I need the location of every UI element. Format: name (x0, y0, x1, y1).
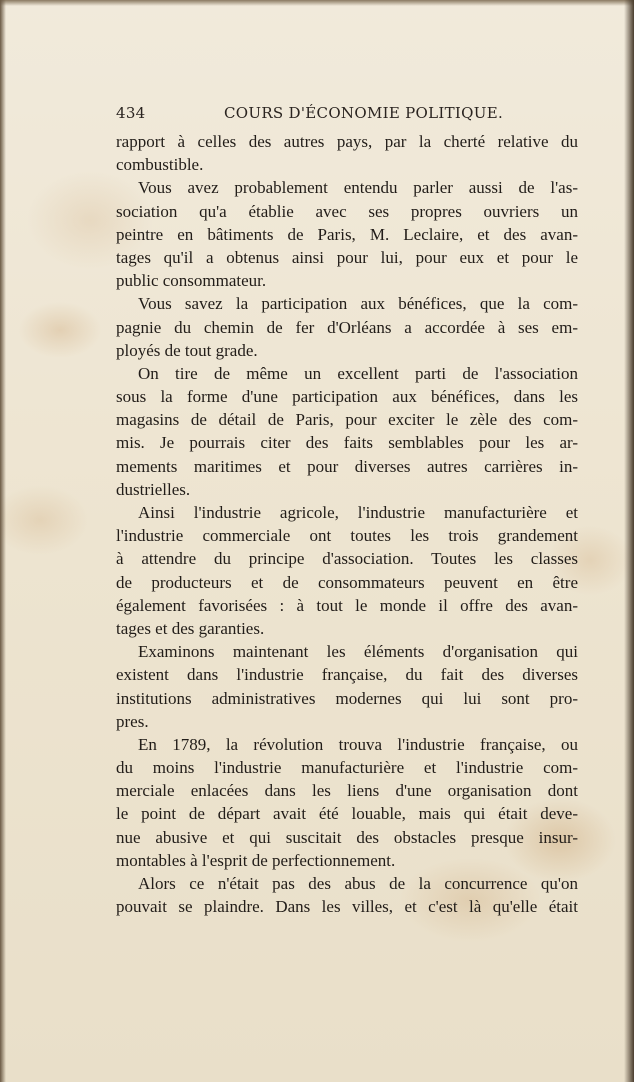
text-line: merciale enlacées dans les liens d'une organisation dont (116, 781, 578, 801)
running-head (116, 104, 580, 126)
text-line: à attendre du principe d'association. Toutes les classes (116, 549, 578, 569)
text-line: magasins de détail de Paris, pour exciter le zèle des com- (116, 410, 578, 430)
text-line: montables à l'esprit de perfectionnement. (116, 850, 396, 870)
text-line: public consommateur. (116, 271, 267, 291)
text-line: pouvait se plaindre. Dans les villes, et c'est là qu'elle était (116, 897, 578, 917)
text-line: du moins l'industrie manufacturière et l'industrie com- (116, 758, 578, 778)
text-line: nue abusive et qui suscitait des obstacles presque insur- (116, 827, 578, 847)
text-line: mements maritimes et pour diverses autres carrières in- (116, 456, 578, 476)
text-line: pres. (116, 711, 149, 731)
text-line: également favorisées : à tout le monde il offre des avan- (116, 595, 578, 615)
page-edge-right (624, 0, 634, 1082)
text-line: pagnie du chemin de fer d'Orléans a accordée à ses em- (116, 317, 578, 337)
text-line: Examinons maintenant les éléments d'organisation qui (138, 642, 578, 662)
text-line: On tire de même un excellent parti de l'association (138, 363, 578, 383)
text-line: tages qu'il a obtenus ainsi pour lui, pour eux et pour le (116, 247, 578, 267)
text-line: ployés de tout grade. (116, 340, 258, 360)
text-line: Vous savez la participation aux bénéfices, que la com- (138, 294, 578, 314)
text-line: mis. Je pourrais citer des faits semblables pour les ar- (116, 433, 578, 453)
text-line: l'industrie commerciale ont toutes les trois grandement (116, 526, 578, 546)
text-line: peintre en bâtiments de Paris, M. Leclaire, et des avan- (116, 224, 578, 244)
running-head-title: COURS D'ÉCONOMIE POLITIQUE. (224, 104, 504, 122)
text-line: En 1789, la révolution trouva l'industrie française, ou (138, 734, 578, 754)
page-edge-left (0, 0, 6, 1082)
text-line: Vous avez probablement entendu parler aussi de l'as- (138, 178, 578, 198)
body-text (116, 130, 578, 918)
text-line: institutions administratives modernes qui lui sont pro- (116, 688, 578, 708)
page-number: 434 (116, 104, 146, 122)
text-line: dustrielles. (116, 479, 191, 499)
text-line: Alors ce n'était pas des abus de la concurrence qu'on (138, 874, 578, 893)
text-line: sous la forme d'une participation aux bénéfices, dans les (116, 387, 578, 407)
text-line: le point de départ avait été louable, mais qui était deve- (116, 804, 578, 824)
text-line: tages et des garanties. (116, 618, 265, 638)
text-line: Ainsi l'industrie agricole, l'industrie manufacturière et (138, 503, 578, 522)
text-line: existent dans l'industrie française, du fait des diverses (116, 665, 578, 685)
text-line: de producteurs et de consommateurs peuvent en être (116, 572, 578, 592)
text-line: rapport à celles des autres pays, par la cherté relative du (116, 132, 578, 151)
page-edge-top (0, 0, 634, 6)
text-line: sociation qu'a établie avec ses propres ouvriers un (116, 201, 578, 221)
text-line: combustible. (116, 155, 204, 175)
